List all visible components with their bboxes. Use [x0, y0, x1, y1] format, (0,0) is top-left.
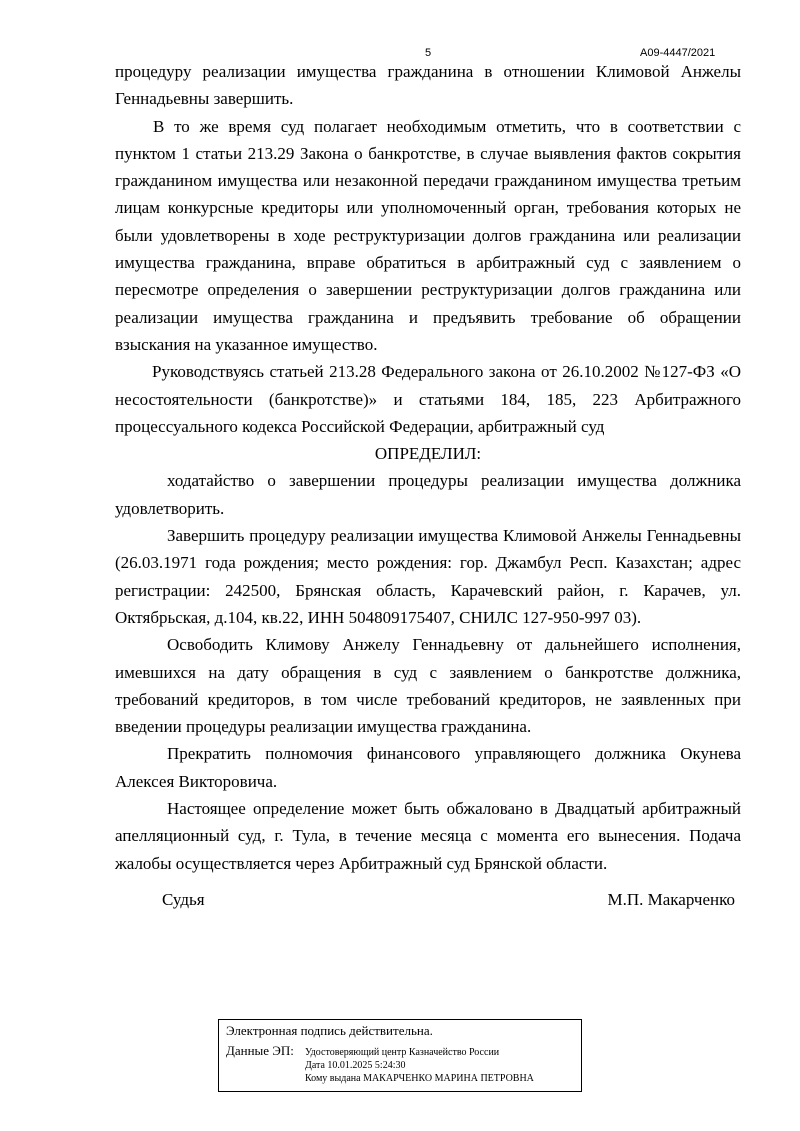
e-signature-center: Удостоверяющий центр Казначейство России	[305, 1047, 500, 1058]
ruling-item-appeal: Настоящее определение может быть обжаловано в Двадцатый арбитражный апелляционный суд, г. Тула, в течение месяца с момента его вынесения. Подача жалобы осуществляется через Арбитражный суд Брянской области.	[115, 799, 741, 873]
ruling-item-terminate: Прекратить полномочия финансового управляющего должника Окунева Алексея Викторовича.	[115, 744, 741, 791]
paragraph-legal-basis: Руководствуясь статьей 213.28 Федерального закона от 26.10.2002 №127-ФЗ «О несостоятельности (банкротстве)» и статьями 184, 185, 223 Арбитражного процессуального кодекса Российской Федерации, арбитражный суд	[115, 362, 741, 436]
paragraph-procedure-completion: процедуру реализации имущества гражданина в отношении Климовой Анжелы Геннадьевны завершить.	[115, 62, 741, 109]
paragraph-court-note: В то же время суд полагает необходимым отметить, что в соответствии с пунктом 1 статьи 213.29 Закона о банкротстве, в случае выявления фактов сокрытия гражданином имущества или незаконной передачи гражданином имущества третьим лицам конкурсные кредиторы или уполномоченный орган, требования которых не были удовлетворены в ходе реструктуризации долгов гражданина или реализации имущества гражданина, вправе обратиться в арбитражный суд с заявлением о пересмотре определения о завершении реструктуризации долгов гражданина или реализации имущества гражданина и предъявить требование об обращении взыскания на указанное имущество.	[115, 116, 741, 354]
document-body	[115, 58, 741, 913]
ruling-item-petition: ходатайство о завершении процедуры реализации имущества должника удовлетворить.	[115, 471, 741, 518]
ruling-heading: ОПРЕДЕЛИЛ:	[374, 444, 482, 464]
signature-line	[115, 886, 741, 913]
e-signature-date: Дата 10.01.2025 5:24:30	[305, 1060, 406, 1071]
e-signature-valid: Электронная подпись действительна.	[226, 1023, 433, 1038]
judge-name: М.П. Макарченко	[607, 889, 735, 909]
case-number: А09-4447/2021	[640, 47, 716, 59]
e-signature-stamp	[218, 1019, 582, 1092]
e-signature-details	[305, 1046, 534, 1085]
ruling-item-complete: Завершить процедуру реализации имущества Климовой Анжелы Геннадьевны (26.03.1971 года рождения; место рождения: гор. Джамбул Респ. Казахстан; адрес регистрации: 242500, Брянская область, Карачевский район, г. Карачев, ул. Октябрьская, д.104, кв.22, ИНН 504809175407, СНИЛС 127-950-997 03).	[115, 526, 741, 627]
page-number: 5	[425, 47, 432, 59]
e-signature-issued-to: Кому выдана МАКАРЧЕНКО МАРИНА ПЕТРОВНА	[305, 1073, 534, 1084]
e-signature-data-label: Данные ЭП:	[226, 1043, 294, 1058]
judge-role: Судья	[162, 889, 205, 909]
ruling-item-release: Освободить Климову Анжелу Геннадьевну от дальнейшего исполнения, имевшихся на дату обращения в суд с заявлением о банкротстве должника, требований кредиторов, в том числе требований кредиторов, не заявленных при введении процедуры реализации имущества гражданина.	[115, 635, 741, 737]
